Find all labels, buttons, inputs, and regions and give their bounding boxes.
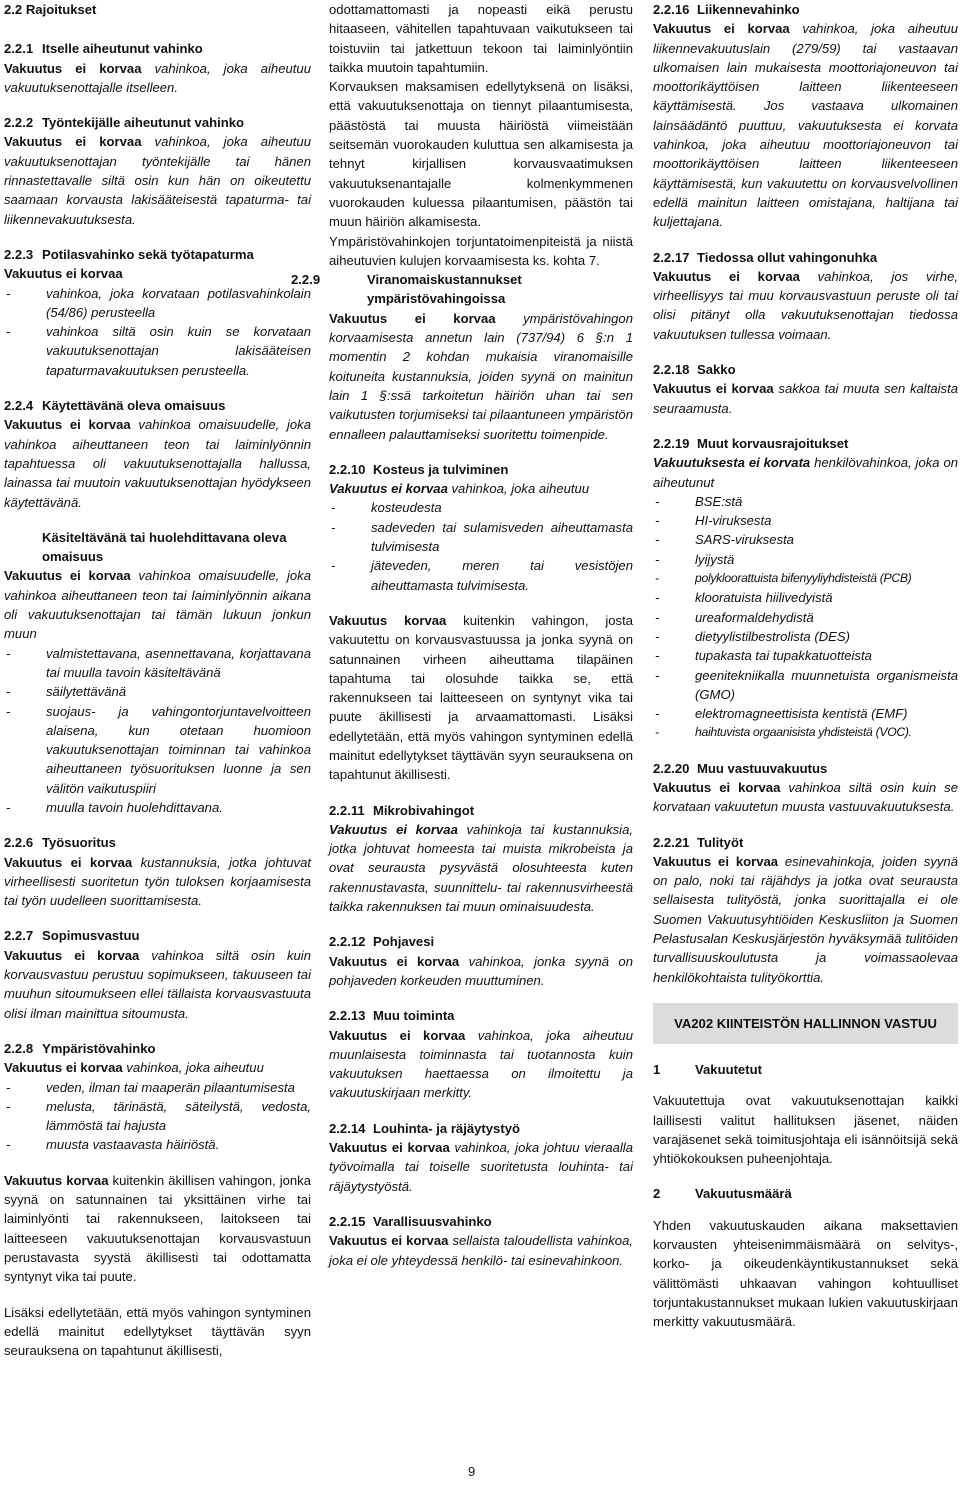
list-item: - dietyylistilbestrolista (DES)	[653, 627, 958, 646]
section-2-2-7	[4, 926, 311, 1022]
list-item: - klooratuista hiilivedyistä	[653, 588, 958, 607]
section-2-2-19	[653, 434, 958, 743]
section-text: Vakuutus ei korvaa sellaista taloudellista vahinkoa, joka ei ole yhteydessä henkilö- tai esinevahinkoon.	[329, 1233, 633, 1268]
section-text: Vakuutus ei korvaa vahinkoa, joka aiheutuu liikennevakuutuslain (279/59) tai vastaavan ulkomaisen lain mukaisesta moottoriajoneuvon tai moottorikäyttöisen laitteen liikenteeseen käyttämisestä. Jos vastaava ulkomainen lainsäädäntö puuttuu, vakuutuksesta ei korvata vahinkoa, joka aiheutuu moottoriajoneuvon tai moottorikäyttöisen laitteen liikenteeseen käyttämisestä, kun vakuutettu on korvausvelvollinen edellä mainitun laitteen omistajana, haltijana tai kuljettajana.	[653, 21, 958, 230]
exclusion-list	[653, 492, 958, 743]
section-title: 2.2.15 Varallisuusvahinko	[329, 1213, 492, 1229]
section-text: Vakuutus ei korvaa vahinkoa, jonka syynä on pohjaveden korkeuden muuttuminen.	[329, 953, 633, 988]
section-title: 2.2.6 Työsuoritus	[4, 835, 116, 851]
list-item: - HI-viruksesta	[653, 511, 958, 530]
section-lead: Vakuutus ei korvaa	[4, 266, 123, 282]
list-item: - ureaformaldehydistä	[653, 608, 958, 627]
section-paragraph: Vakuutus korvaa kuitenkin äkillisen vahingon, jonka syynä on satunnainen tai yksittäinen virhe tai laiminlyönti tai rakennukseen, laitokseen tai laitteeseen vakuutuksenottajan korvausvastuun perustavasta syystä äkillisesti tai odottamatta syntynyt vika tai puute.	[4, 1172, 311, 1285]
section-text: Vakuutus ei korvaa ympäristövahingon korvaamisesta annetun lain (737/94) 6 §:n 1 momentin 2 kohdan mukaisia viranomaisille koituneita kustannuksia, joiden syynä on mainitun lain 1 §:ssä tarkoitetun häiriön uhan tai sen vaikutusten torjumiseksi tai pilaantuneen ympäristön ennalleen palauttamiseksi suoritettu toimenpide.	[329, 310, 633, 442]
section-title: 2.2.13 Muu toiminta	[329, 1008, 455, 1024]
list-item: - kosteudesta	[329, 498, 633, 517]
chapter-text: Vakuutettuja ovat vakuutuksenottajan kaikki laillisesti valitut hallituksen jäsenet, näiden varajäsenet sekä toimitusjohtaja eli isännöitsijä sekä yhtiökokouksen puheenjohtaja.	[653, 1093, 958, 1167]
section-title: 2.2.3 Potilasvahinko sekä työtapaturma	[4, 246, 254, 262]
section-title: 2.2.8 Ympäristövahinko	[4, 1040, 156, 1056]
paragraph: Korvauksen maksamisen edellytyksenä on lisäksi, että vakuutuksenottaja on tiennyt pilaantumisesta, päästöstä tai muusta häiriöstä viimeistään seitsemän vuorokauden kuluttua sen alkamisesta ja tehnyt kirjallisen korvausvaatimuksen vakuutuksenantajalle kolmenkymmenen vuorokauden kuluessa pilaantumisen, päästön tai muun häiriön alkamisesta.	[329, 79, 633, 230]
list-item: - muulla tavoin huolehdittavana.	[4, 798, 311, 817]
list-item: - tupakasta tai tupakkatuotteista	[653, 646, 958, 665]
section-title: 2.2.9 Viranomaiskustannukset ympäristövahingoissa	[291, 272, 522, 307]
list-item: - polykloorattuista bifenyyliyhdisteistä (PCB)	[653, 569, 958, 588]
section-2-2-15	[329, 1212, 633, 1270]
list-item: - SARS-viruksesta	[653, 530, 958, 549]
list-item: - elektromagneettisista kentistä (EMF)	[653, 704, 958, 723]
section-text: Vakuutus ei korvaa vahinkoa siltä osin kuin korvausvastuu perustuu sopimukseen, takuuseen tai muuhun sitoumukseen ellei tällaista korvausvastuuta olisi ilman mainittua sitoumusta.	[4, 947, 311, 1021]
section-2-2-21	[653, 833, 958, 987]
list-item: - suojaus- ja vahingontorjuntavelvoitteen alaisena, kun otetaan huomioon vakuutuksenottajan toiminnan tai vahinkoa aiheuttaneen työsuorituksen luonne ja sen välitön vaikutuspiiri	[4, 702, 311, 798]
chapter-text: Yhden vakuutuskauden aikana maksettavien korvausten yhteisenimmäismäärä on selvitys-, korko- ja oikeudenkäyntikustannukset sekä välittömästi uhkaavan vahingon kohtuulliset torjuntakustannukset mukaan lukien vakuutuskirjaan merkitty vakuutusmäärä.	[653, 1217, 958, 1330]
chapter-1	[653, 1060, 958, 1168]
section-paragraph: Lisäksi edellytetään, että myös vahingon syntyminen edellä mainitut edellytykset täyttävän syyn seurauksena on tapahtunut äkillisesti,	[4, 1304, 311, 1359]
list-item: - sadeveden tai sulamisveden aiheuttamasta tulvimisesta	[329, 518, 633, 557]
chapter-title: 2 Vakuutusmäärä	[653, 1186, 792, 1202]
section-text: Vakuutus ei korvaa vahinkoa omaisuudelle, joka vahinkoa aiheuttaneen teon tai laiminlyönnin tapahtuessa oli vakuutuksenottajalla hallussa, lainassa tai muutoin vakuutuksenottajan hyödykseen käytettävänä.	[4, 417, 311, 510]
section-2-2-5	[4, 528, 311, 817]
section-2-2-4	[4, 396, 311, 512]
column-3	[653, 0, 958, 1348]
section-title: Käsiteltävänä tai huolehdittavana oleva omaisuus	[42, 529, 287, 565]
section-2-2-14	[329, 1119, 633, 1196]
section-text: Vakuutus ei korvaa sakkoa tai muuta sen kaltaista seuraamusta.	[653, 381, 958, 416]
column-1	[4, 0, 311, 1376]
list-item: - valmistettavana, asennettavana, korjattavana tai muulla tavoin käsiteltävänä	[4, 644, 311, 683]
section-title: 2.2.1 Itselle aiheutunut vahinko	[4, 41, 203, 57]
section-title: 2.2.16 Liikennevahinko	[653, 2, 800, 17]
section-2-2-6	[4, 833, 311, 910]
section-2-2-12	[329, 932, 633, 990]
section-2-2-3	[4, 245, 311, 380]
section-heading-2-2: 2.2 Rajoitukset	[4, 2, 97, 17]
section-title: 2.2.19 Muut korvausrajoitukset	[653, 435, 849, 451]
section-2-2-13	[329, 1006, 633, 1102]
section-title: 2.2.2 Työntekijälle aiheutunut vahinko	[4, 115, 245, 131]
page-number: 9	[468, 1464, 476, 1479]
section-2-2-8	[4, 1039, 311, 1360]
list-item: - BSE:stä	[653, 492, 958, 511]
section-text: Vakuutus ei korvaa vahinkoa, joka aiheutuu muunlaisesta toiminnasta tai tuotannosta kuin vakuutuksen haettaessa on ilmoitettu ja vakuutuskirjaan merkitty.	[329, 1027, 633, 1101]
list-item: - jäteveden, meren tai vesistöjen aiheuttamasta tulvimisesta.	[329, 556, 633, 595]
section-2-2-9	[291, 270, 633, 444]
continued-paragraph: odottamattomasti ja nopeasti eikä perustu hitaaseen, vähitellen tapahtuvaan vaikutukseen tai toistuviin tai jatkettuun tekoon tai laiminlyöntiin taikka muutoin tapahtumiin.	[329, 2, 633, 75]
section-text: Vakuutus ei korvaa vahinkoa, joka aiheutuu	[4, 1060, 264, 1076]
va202-heading-box: VA202 KIINTEISTÖN HALLINNON VASTUU	[653, 1003, 958, 1044]
section-2-2-18	[653, 360, 958, 418]
section-text: Vakuutus ei korvaa vahinkoa, joka aiheutuu	[329, 481, 590, 497]
list-item: - veden, ilman tai maaperän pilaantumisesta	[4, 1078, 311, 1097]
exclusion-list	[329, 498, 633, 594]
section-text: Vakuutus ei korvaa kustannuksia, jotka johtuvat virheellisesti suoritetun työn tuloksen korjaamisesta tai työn uudelleen suorittamisesta.	[4, 854, 311, 909]
section-title: 2.2.7 Sopimusvastuu	[4, 928, 140, 944]
section-text: Vakuutus ei korvaa vahinkoja tai kustannuksia, jotka johtuvat homeesta tai muista mikrobeista ja ovat seurausta pysyvästä olosuhteesta kuten rakennustavasta, suunnittelu- tai rakennusvirheestä taikka rakennuksen tai muun ominaisuudesta.	[329, 821, 633, 915]
section-2-2-17	[653, 248, 958, 344]
section-text: Vakuutuksesta ei korvata henkilövahinkoa, joka on aiheutunut	[653, 455, 959, 490]
section-title: 2.2.20 Muu vastuuvakuutus	[653, 760, 828, 776]
section-text: Vakuutus ei korvaa esinevahinkoja, joiden syynä on palo, noki tai räjähdys ja jotka ovat seurausta sellaisesta tulityöstä, jonka suorittajalla ei ole Suomen Vakuutusyhtiöiden Keskusliiton ja Suomen Pelastusalan Keskusjärjestön hyväksymää tulitöiden turvallisuuskoulutusta ja voimassaolevaa henkilökohtaista tulityökorttia.	[653, 853, 958, 985]
list-item: - vahinkoa siltä osin kuin se korvataan vakuutuksenottajan lakisääteisen tapaturmavakuutuksen perusteella.	[4, 322, 311, 380]
paragraph: Ympäristövahinkojen torjuntatoimenpiteistä ja niistä aiheutuvien kulujen korvaamisesta ks. kohta 7.	[329, 233, 633, 268]
section-title: 2.2.14 Louhinta- ja räjäytystyö	[329, 1120, 520, 1136]
section-2-2-16	[653, 0, 958, 232]
section-text: Vakuutus ei korvaa vahinkoa, joka aiheutuu vakuutuksenottajan työntekijälle tai hänen rinnastettavalle siltä osin kun hän on oikeutettu saamaan korvausta lakisääteisestä tapaturma- tai liikennevakuutuksesta.	[4, 134, 311, 227]
section-title: 2.2.11 Mikrobivahingot	[329, 802, 475, 818]
section-text: Vakuutus ei korvaa vahinkoa, joka johtuu vieraalla työvoimalla tai toiselle suoritetusta louhinta- tai räjäytystyöstä.	[329, 1140, 633, 1194]
section-title: 2.2.17 Tiedossa ollut vahingonuhka	[653, 249, 878, 265]
list-item: - vahinkoa, joka korvataan potilasvahinkolain (54/86) perusteella	[4, 284, 311, 323]
section-2-2-11	[329, 801, 633, 917]
list-item: - geenitekniikalla muunnetuista organismeista (GMO)	[653, 666, 958, 705]
chapter-2	[653, 1184, 958, 1331]
column-2	[291, 0, 633, 1286]
exclusion-list	[4, 284, 311, 380]
exclusion-list	[4, 1078, 311, 1155]
list-item: - haihtuvista orgaanisista yhdisteistä (VOC).	[653, 723, 958, 742]
section-title: 2.2.21 Tulityöt	[653, 834, 744, 850]
section-title: 2.2.18 Sakko	[653, 362, 736, 378]
section-2-2-10	[329, 460, 633, 785]
section-text: Vakuutus ei korvaa vahinkoa, jos virhe, virheellisyys tai muu korvausvastuun peruste oli tai olisi pitänyt olla vakuutuksenottajan tiedossa vakuutuksen tullessa voimaan.	[653, 268, 958, 342]
section-title: 2.2.12 Pohjavesi	[329, 934, 435, 950]
chapter-title: 1 Vakuutetut	[653, 1061, 762, 1077]
list-item: - lyijystä	[653, 550, 958, 569]
section-2-2-2	[4, 113, 311, 229]
section-title: 2.2.10 Kosteus ja tulviminen	[329, 461, 509, 477]
section-text: Vakuutus ei korvaa vahinkoa, joka aiheutuu vakuutuksenottajalle itselleen.	[4, 60, 311, 95]
list-item: - muusta vastaavasta häiriöstä.	[4, 1135, 311, 1154]
exclusion-list	[4, 644, 311, 818]
section-paragraph: Vakuutus korvaa kuitenkin vahingon, josta vakuutettu on korvausvastuussa ja jonka syynä on satunnainen virheen aiheuttama tilapäinen tapahtuma tai olosuhde taikka se, että rakennukseen tai laitteeseen on syntynyt vika tai puute äkillisesti ja arvaamattomasti. Lisäksi edellytetään, että myös vahingon syntyminen edellä mainitut edellytykset täyttävän syyn seurauksena on tapahtunut äkillisesti.	[329, 612, 633, 783]
section-title: 2.2.4 Käytettävänä oleva omaisuus	[4, 398, 226, 414]
list-item: - melusta, tärinästä, säteilystä, vedosta, lämmöstä tai hajusta	[4, 1097, 311, 1136]
section-text: Vakuutus ei korvaa vahinkoa siltä osin kuin se korvataan vakuutetun muusta vastuuvakuutuksesta.	[653, 779, 958, 815]
section-2-2-20	[653, 759, 958, 817]
section-2-2-1	[4, 39, 311, 97]
list-item: - säilytettävänä	[4, 682, 311, 701]
section-text: Vakuutus ei korvaa vahinkoa omaisuudelle, joka vahinkoa aiheuttaneen teon tai laiminlyönnin aikana oli vakuutuksenottajan tai tämän lukuun jonkun muun	[4, 568, 311, 642]
